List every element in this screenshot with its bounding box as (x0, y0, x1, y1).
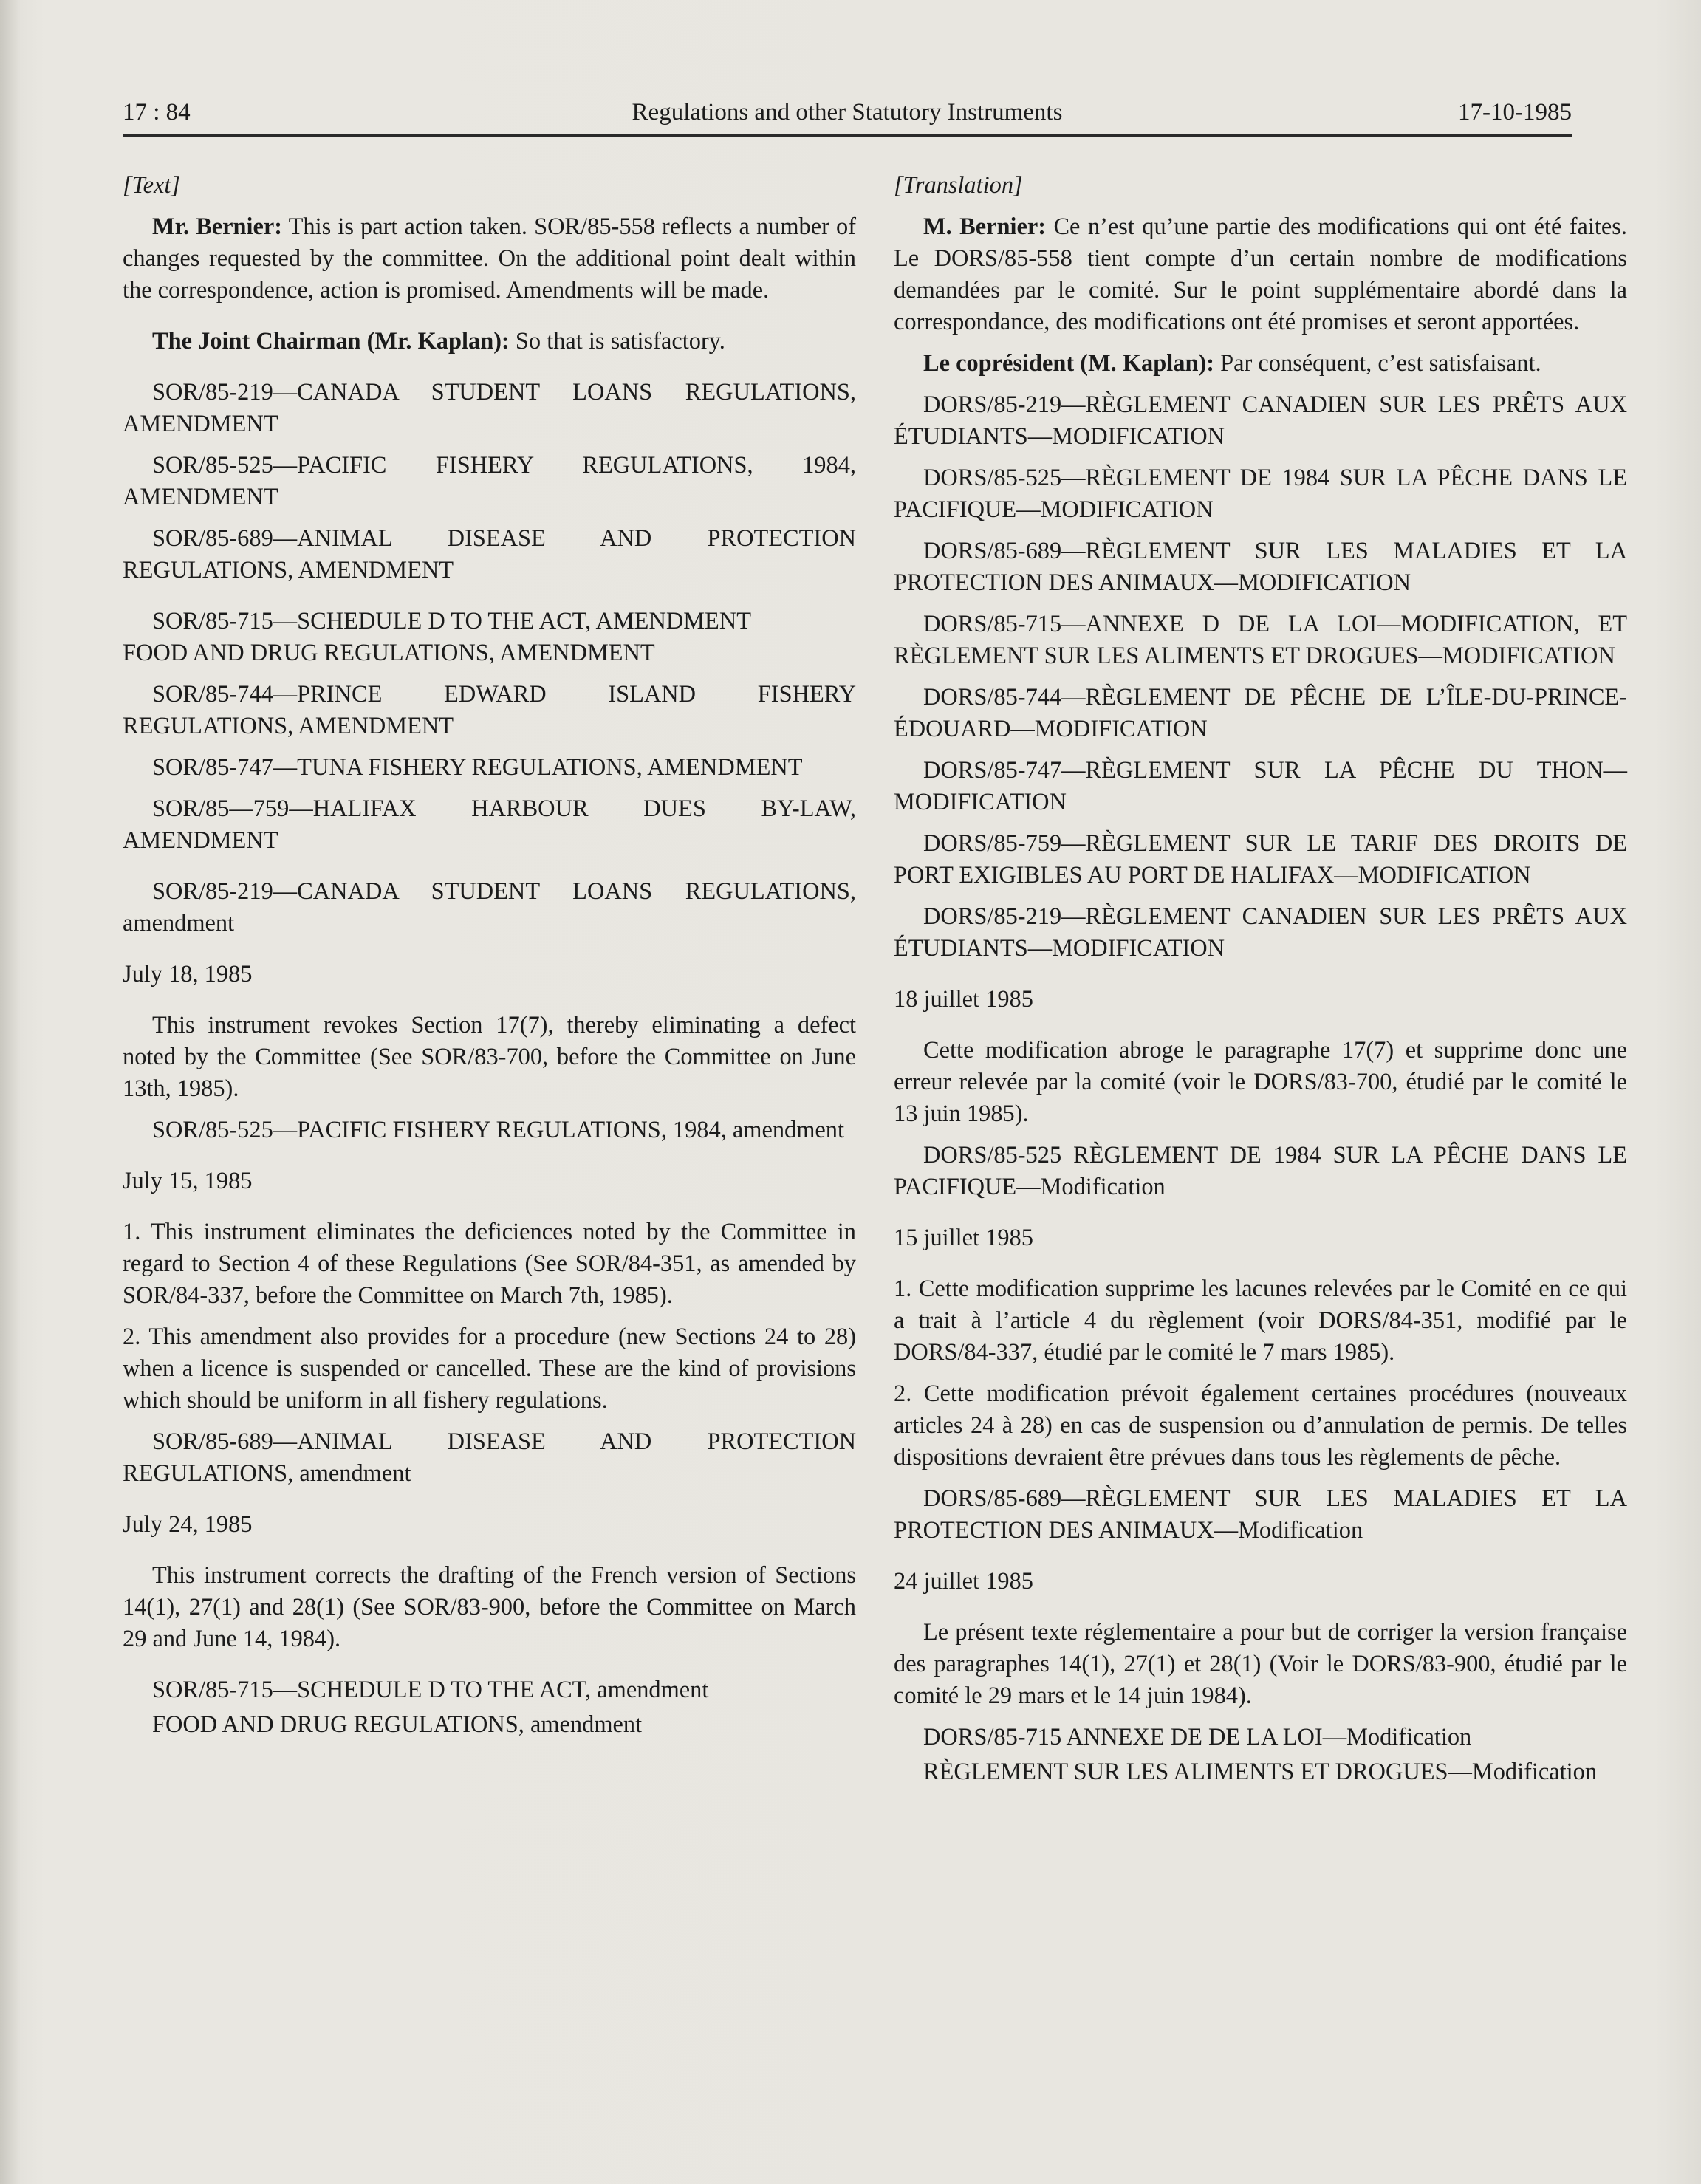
section-text: 2. This amendment also provides for a procedure (new Sections 24 to 28) when a licence is suspended or cancelled. These are the kind of provisions which should be uniform in all fishery regulations. (123, 1324, 856, 1414)
heading-dors-85-747: DORS/85-747—RÈGLEMENT SUR LA PÊCHE DU THON—MODIFICATION (894, 757, 1627, 815)
speaker: M. Bernier: (923, 213, 1047, 240)
section-date: 15 juillet 1985 (894, 1225, 1033, 1251)
section-text: This instrument revokes Section 17(7), thereby eliminating a defect noted by the Committee (See SOR/83-700, before the Committee on June 13th, 1985). (123, 1012, 856, 1102)
heading-food-drug: FOOD AND DRUG REGULATIONS, AMENDMENT (123, 640, 655, 666)
section-date: 24 juillet 1985 (894, 1568, 1033, 1595)
speech-bernier: Mr. Bernier: This is part action taken. SOR/85-558 reflects a number of changes requested by the committee. On the additional point dealt within the correspondence, action is promised. Amendments will be made. (123, 213, 856, 304)
speaker: The Joint Chairman (Mr. Kaplan): (152, 328, 510, 355)
page-header (123, 95, 1572, 137)
section-date: July 18, 1985 (123, 961, 253, 987)
section-heading-689: DORS/85-689—RÈGLEMENT SUR LES MALADIES ET LA PROTECTION DES ANIMAUX—Modification (894, 1485, 1627, 1544)
section-heading-715: DORS/85-715 ANNEXE DE DE LA LOI—Modification (923, 1724, 1472, 1750)
speaker: Mr. Bernier: (152, 213, 283, 240)
speaker: Le coprésident (M. Kaplan): (923, 350, 1215, 377)
text-label: [Text] (123, 172, 181, 199)
heading-dors-85-715: DORS/85-715—ANNEXE D DE LA LOI—MODIFICATION, ET RÈGLEMENT SUR LES ALIMENTS ET DROGUES—MODIFICATION (894, 611, 1627, 669)
section-heading-food-drug: FOOD AND DRUG REGULATIONS, amendment (152, 1711, 643, 1738)
english-column (123, 170, 856, 1750)
section-heading-525: DORS/85-525 RÈGLEMENT DE 1984 SUR LA PÊCHE DANS LE PACIFIQUE—Modification (894, 1142, 1627, 1200)
section-heading-689: SOR/85-689—ANIMAL DISEASE AND PROTECTION REGULATIONS, amendment (123, 1428, 856, 1487)
heading-dors-85-744: DORS/85-744—RÈGLEMENT DE PÊCHE DE L’ÎLE-DU-PRINCE-ÉDOUARD—MODIFICATION (894, 684, 1627, 742)
section-heading-715: SOR/85-715—SCHEDULE D TO THE ACT, amendment (152, 1677, 709, 1703)
section-text: 2. Cette modification prévoit également certaines procédures (nouveaux articles 24 à 28) en cas de suspension ou d’annulation de permis. De telles dispositions devraient être prévues dans tous les règlements de pêche. (894, 1380, 1627, 1471)
section-date: 18 juillet 1985 (894, 986, 1033, 1013)
translation-label: [Translation] (894, 172, 1023, 199)
heading-dors-85-525: DORS/85-525—RÈGLEMENT DE 1984 SUR LA PÊCHE DANS LE PACIFIQUE—MODIFICATION (894, 465, 1627, 523)
speech-chairman: The Joint Chairman (Mr. Kaplan): So that is satisfactory. (152, 328, 725, 355)
running-title: Regulations and other Statutory Instruments (632, 99, 1063, 126)
section-heading-aliments: RÈGLEMENT SUR LES ALIMENTS ET DROGUES—Modification (923, 1759, 1598, 1785)
page-number: 17 : 84 (123, 99, 191, 126)
section-text: 1. This instrument eliminates the deficiences noted by the Committee in regard to Section 4 of these Regulations (See SOR/84-351, as amended by SOR/84-337, before the Committee on March 7th, 1985). (123, 1219, 856, 1309)
heading-sor-85-525: SOR/85-525—PACIFIC FISHERY REGULATIONS, 1984, AMENDMENT (123, 452, 856, 510)
french-column (894, 170, 1627, 1798)
header-date: 17-10-1985 (1458, 99, 1572, 126)
heading-sor-85-689: SOR/85-689—ANIMAL DISEASE AND PROTECTION REGULATIONS, AMENDMENT (123, 525, 856, 583)
heading-sor-85-715: SOR/85-715—SCHEDULE D TO THE ACT, AMENDMENT (152, 608, 751, 634)
heading-sor-85-219: SOR/85-219—CANADA STUDENT LOANS REGULATIONS, AMENDMENT (123, 379, 856, 437)
heading-dors-85-219: DORS/85-219—RÈGLEMENT CANADIEN SUR LES PRÊTS AUX ÉTUDIANTS—MODIFICATION (894, 391, 1627, 450)
speech-bernier: M. Bernier: Ce n’est qu’une partie des modifications qui ont été faites. Le DORS/85-558 tient compte d’un certain nombre de modifications demandées par le comité. Sur le point supplémentaire abordé dans la correspondance, des modifications ont été promises et seront apportées. (894, 213, 1627, 335)
section-text: This instrument corrects the drafting of the French version of Sections 14(1), 27(1) and 28(1) (See SOR/83-900, before the Committee on March 29 and June 14, 1984). (123, 1562, 856, 1652)
heading-dors-85-759: DORS/85-759—RÈGLEMENT SUR LE TARIF DES DROITS DE PORT EXIGIBLES AU PORT DE HALIFAX—MODIFICATION (894, 830, 1627, 889)
heading-sor-85-747: SOR/85-747—TUNA FISHERY REGULATIONS, AMENDMENT (152, 754, 803, 781)
section-heading-219: SOR/85-219—CANADA STUDENT LOANS REGULATIONS, amendment (123, 878, 856, 937)
heading-sor-85-744: SOR/85-744—PRINCE EDWARD ISLAND FISHERY REGULATIONS, AMENDMENT (123, 681, 856, 739)
heading-dors-85-689: DORS/85-689—RÈGLEMENT SUR LES MALADIES ET LA PROTECTION DES ANIMAUX—MODIFICATION (894, 538, 1627, 596)
section-date: July 24, 1985 (123, 1511, 253, 1538)
speech-chairman: Le coprésident (M. Kaplan): Par conséquent, c’est satisfaisant. (923, 350, 1541, 377)
heading-sor-85-759: SOR/85—759—HALIFAX HARBOUR DUES BY-LAW, AMENDMENT (123, 795, 856, 854)
section-date: July 15, 1985 (123, 1168, 253, 1194)
section-text: Cette modification abroge le paragraphe 17(7) et supprime donc une erreur relevée par la comité (voir le DORS/83-700, étudié par le comité le 13 juin 1985). (894, 1037, 1627, 1127)
section-text: 1. Cette modification supprime les lacunes relevées par le Comité en ce qui a trait à l’article 4 du règlement (voir DORS/84-351, modifié par le DORS/84-337, étudié par le comité le 7 mars 1985). (894, 1276, 1627, 1366)
heading-dors-85-219-repeat: DORS/85-219—RÈGLEMENT CANADIEN SUR LES PRÊTS AUX ÉTUDIANTS—MODIFICATION (894, 903, 1627, 962)
section-text: Le présent texte réglementaire a pour but de corriger la version française des paragraphes 14(1), 27(1) et 28(1) (Voir le DORS/83-900, étudié par le comité le 29 mars et le 14 juin 1984). (894, 1619, 1627, 1709)
section-heading-525: SOR/85-525—PACIFIC FISHERY REGULATIONS, 1984, amendment (152, 1117, 844, 1143)
